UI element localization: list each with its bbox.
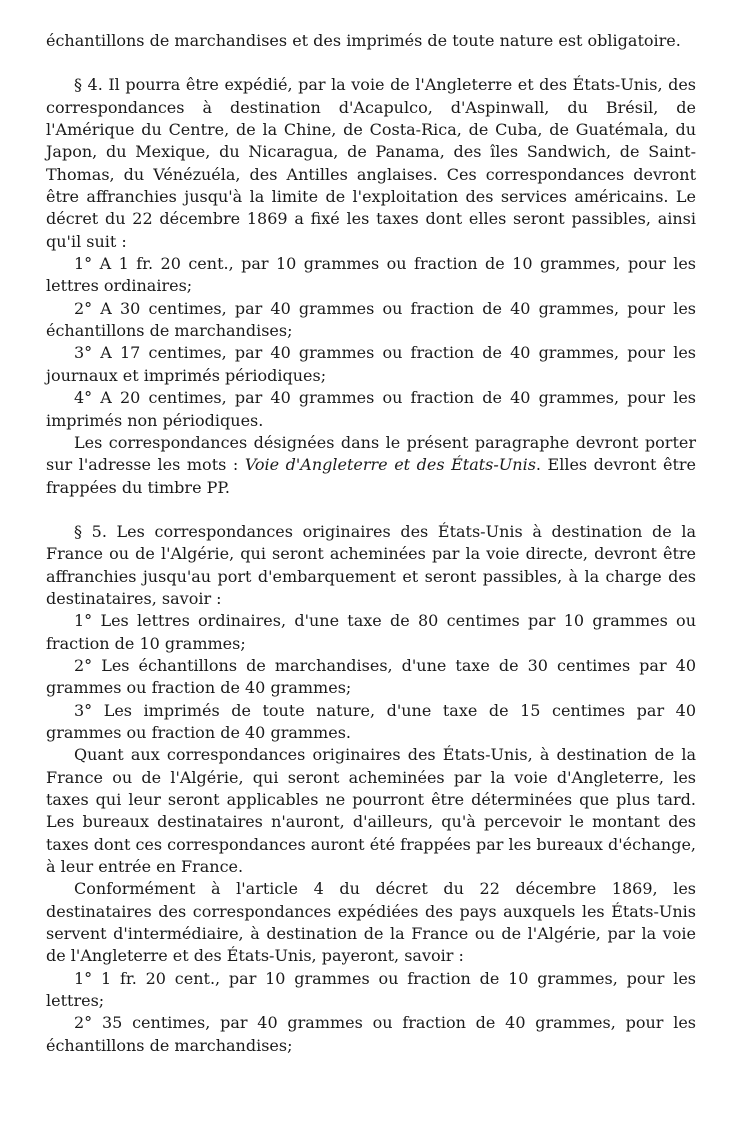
document-page (46, 30, 696, 1057)
list-item: 2° 35 centimes, par 40 grammes ou fraction de 40 grammes, pour les échantillons de marchandises; (46, 1013, 696, 1055)
text-run: . Elles devront être frappées du timbre PP. (46, 455, 697, 497)
paragraph: Quant aux correspondances originaires des États-Unis, à destination de la France ou de l'Algérie, qui seront acheminées par la voie d'Angleterre, les taxes qui leur seront applicables ne pourront être déterminées que plus tard. Les bureaux destinataires n'auront, d'ailleurs, qu'à percevoir le montant des taxes dont ces correspondances auront été frappées par les bureaux d'échange, à leur entrée en France. (46, 745, 696, 877)
list-item: 3° Les imprimés de toute nature, d'une taxe de 15 centimes par 40 grammes ou fraction de 40 grammes. (46, 700, 696, 742)
text-run: Les correspondances désignées dans le présent paragraphe devront porter sur l'adresse les mots : (46, 432, 696, 475)
paragraph: Conformément à l'article 4 du décret du 22 décembre 1869, les destinataires des correspondances expédiées des pays auxquels les États-Unis servent d'intermédiaire, à destination de la France ou de l'Algérie, par la voie de l'Angleterre et des États-Unis, payeront, savoir : (46, 879, 696, 966)
list-item: 2° A 30 centimes, par 40 grammes ou fraction de 40 grammes, pour les échantillons de marchandises; (46, 298, 696, 341)
list-item: 2° Les échantillons de marchandises, d'une taxe de 30 centimes par 40 grammes ou fraction de 40 grammes; (46, 655, 696, 698)
list-item: 3° A 17 centimes, par 40 grammes ou fraction de 40 grammes, pour les journaux et imprimés périodiques; (46, 343, 696, 385)
list-item: 4° A 20 centimes, par 40 grammes ou fraction de 40 grammes, pour les imprimés non périodiques. (46, 388, 696, 430)
list-item: 1° 1 fr. 20 cent., par 10 grammes ou fraction de 10 grammes, pour les lettres; (46, 968, 696, 1011)
section-4-closing-paragraph (46, 432, 696, 499)
section-5-paragraph: § 5. Les correspondances originaires des États-Unis à destination de la France ou de l'Algérie, qui seront acheminées par la voie directe, devront être affranchies jusqu'au port d'embarquement et seront passibles, à la charge des destinataires, savoir : (46, 521, 696, 608)
paragraph-continuation: échantillons de marchandises et des imprimés de toute nature est obligatoire. (46, 31, 681, 50)
italic-route-label: Voie d'Angleterre et des États-Unis (244, 455, 536, 475)
section-4-paragraph: § 4. Il pourra être expédié, par la voie de l'Angleterre et des États-Unis, des correspondances à destination d'Acapulco, d'Aspinwall, du Brésil, de l'Amérique du Centre, de la Chine, de Costa-Rica, de Cuba, de Guatémala, du Japon, du Mexique, du Nicaragua, de Panama, des îles Sandwich, de Saint-Thomas, du Vénézuéla, des Antilles anglaises. Ces correspondances devront être affranchies jusqu'à la limite de l'exploitation des services américains. Le décret du 22 décembre 1869 a fixé les taxes dont elles seront passibles, ainsi qu'il suit : (46, 75, 696, 251)
list-item: 1° A 1 fr. 20 cent., par 10 grammes ou fraction de 10 grammes, pour les lettres ordinaires; (46, 254, 696, 296)
list-item: 1° Les lettres ordinaires, d'une taxe de 80 centimes par 10 grammes ou fraction de 10 grammes; (46, 611, 696, 653)
